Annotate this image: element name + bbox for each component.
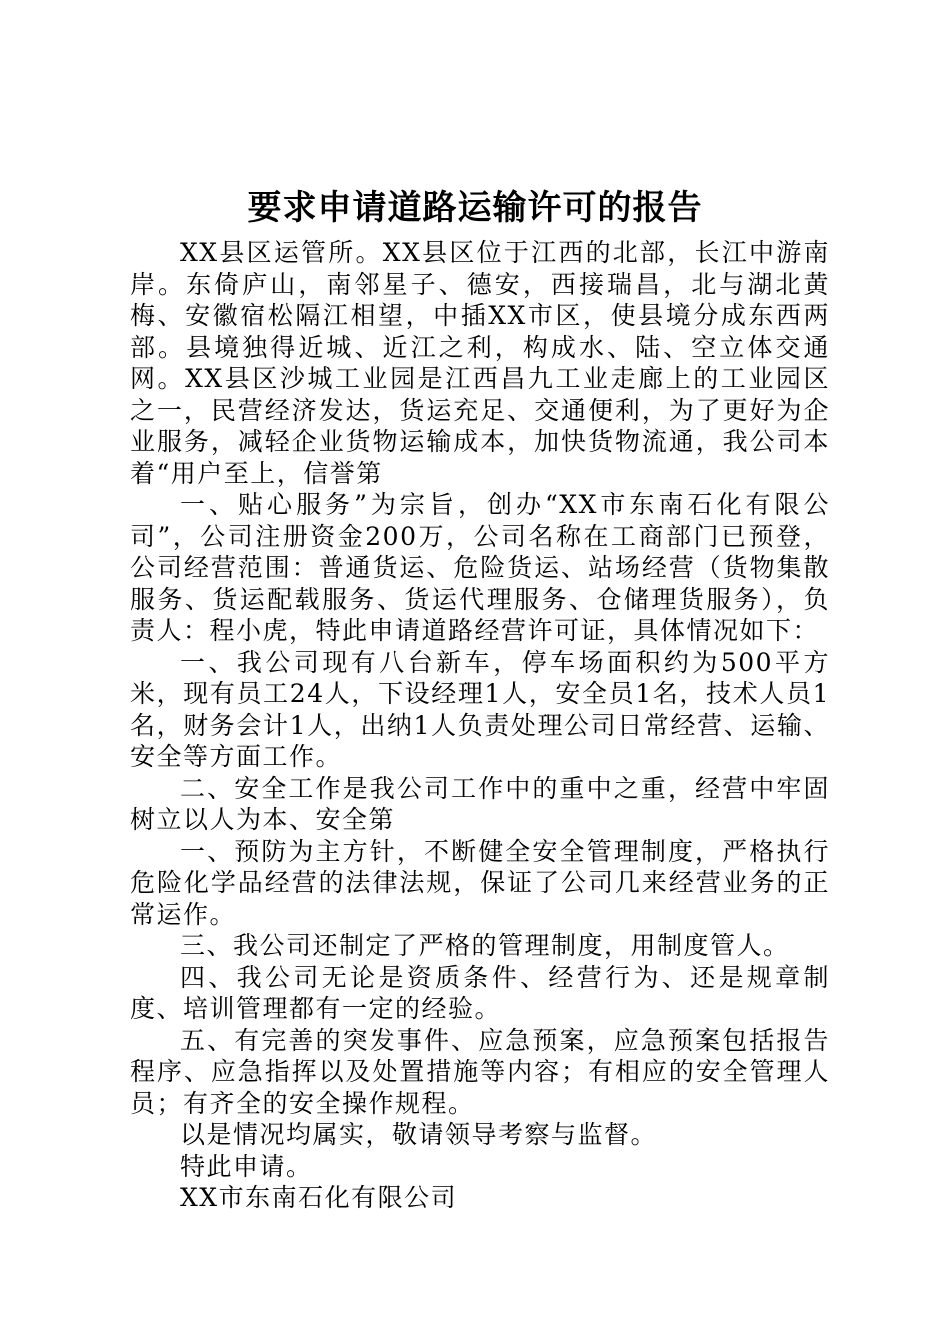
paragraph-safety-policy: 一、预防为主方针，不断健全安全管理制度，严格执行危险化学品经营的法律法规，保证了公司几来经营业务的正常运作。 bbox=[130, 836, 830, 929]
paragraph-point-four: 四、我公司无论是资质条件、经营行为、还是规章制度、培训管理都有一定的经验。 bbox=[130, 962, 830, 1023]
signature-company: XX市东南石化有限公司 bbox=[180, 1183, 458, 1212]
paragraph-point-two: 二、安全工作是我公司工作中的重中之重，经营中牢固树立以人为本、安全第 bbox=[130, 773, 830, 834]
document-title: 要求申请道路运输许可的报告 bbox=[247, 188, 703, 228]
paragraph-point-three: 三、我公司还制定了严格的管理制度，用制度管人。 bbox=[180, 931, 790, 960]
paragraph-point-five: 五、有完善的突发事件、应急预案，应急预案包括报告程序、应急指挥以及处置措施等内容；有相应的安全管理人员；有齐全的安全操作规程。 bbox=[130, 1025, 830, 1118]
paragraph-request: 特此申请。 bbox=[180, 1151, 313, 1181]
paragraph-point-one: 一、我公司现有八台新车，停车场面积约为500平方米，现有员工24人，下设经理1人，安全员1名，技术人员1名，财务会计1人，出纳1人负责处理公司日常经营、运输、安全等方面工作。 bbox=[130, 647, 830, 771]
document-body bbox=[130, 237, 830, 1214]
paragraph-company-info: 一、贴心服务”为宗旨，创办“XX市东南石化有限公司”，公司注册资金200万，公司名称在工商部门已预登，公司经营范围：普通货运、危险货运、站场经营（货物集散服务、货运配载服务、货运代理服务、仓储理货服务），负责人：程小虎，特此申请道路经营许可证，具体情况如下： bbox=[130, 490, 830, 645]
paragraph-intro: XX县区运管所。XX县区位于江西的北部，长江中游南岸。东倚庐山，南邻星子、德安，西接瑞昌，北与湖北黄梅、安徽宿松隔江相望，中插XX市区，使县境分成东西两部。县境独得近城、近江之利，构成水、陆、空立体交通网。XX县区沙城工业园是江西昌九工业走廊上的工业园区之一，民营经济发达，货运充足、交通便利，为了更好为企业服务，减轻企业货物运输成本，加快货物流通，我公司本着“用户至上，信誉第 bbox=[130, 238, 830, 488]
paragraph-closing: 以是情况均属实，敬请领导考察与监督。 bbox=[180, 1120, 658, 1149]
